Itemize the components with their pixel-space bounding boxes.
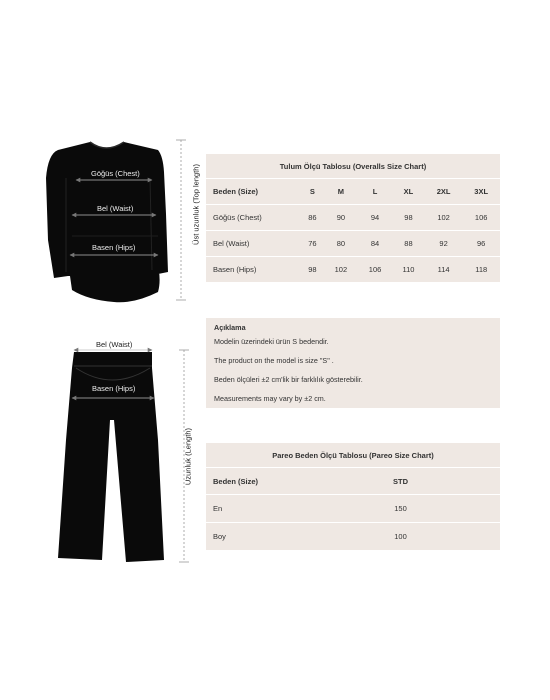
table-cell: 80 — [324, 231, 358, 257]
top-length-label: Üst uzunluk (Top length) — [191, 164, 201, 245]
table-cell: 96 — [462, 231, 500, 257]
header-cell: STD — [301, 468, 500, 495]
notes-line: The product on the model is size "S" . — [214, 356, 334, 365]
bottom-waist-label: Bel (Waist) — [96, 340, 133, 349]
table-cell: 102 — [324, 257, 358, 283]
header-cell: 3XL — [462, 179, 500, 205]
table-cell: 98 — [301, 257, 324, 283]
header-cell: S — [301, 179, 324, 205]
chest-label: Göğüs (Chest) — [91, 169, 140, 178]
header-cell: 2XL — [425, 179, 463, 205]
bottom-hips-label: Basen (Hips) — [92, 384, 136, 393]
table-cell: 76 — [301, 231, 324, 257]
hips-label: Basen (Hips) — [92, 243, 136, 252]
row-label: Basen (Hips) — [206, 257, 301, 283]
table-cell: 92 — [425, 231, 463, 257]
table-row — [206, 495, 500, 523]
notes-line: Beden ölçüleri ±2 cm'lik bir farklılık gösterebilir. — [214, 375, 363, 384]
table-cell: 150 — [301, 495, 500, 523]
row-label: Bel (Waist) — [206, 231, 301, 257]
table-header-row — [206, 468, 500, 495]
table-cell: 106 — [358, 257, 392, 283]
pareo-size-table — [206, 443, 500, 551]
header-cell: M — [324, 179, 358, 205]
table-cell: 88 — [392, 231, 425, 257]
pareo-table-title: Pareo Beden Ölçü Tablosu (Pareo Size Chart) — [206, 443, 500, 468]
row-label: Boy — [206, 523, 301, 551]
tunic-illustration — [46, 142, 168, 302]
table-cell: 100 — [301, 523, 500, 551]
header-cell: Beden (Size) — [206, 179, 301, 205]
table-header-row — [206, 179, 500, 205]
overalls-table-title: Tulum Ölçü Tablosu (Overalls Size Chart) — [206, 154, 500, 179]
table-cell: 118 — [462, 257, 500, 283]
notes-line: Modelin üzerindeki ürün S bedendir. — [214, 337, 329, 346]
table-cell: 84 — [358, 231, 392, 257]
table-cell: 98 — [392, 205, 425, 231]
table-row — [206, 523, 500, 551]
table-row — [206, 257, 500, 283]
row-label: En — [206, 495, 301, 523]
notes-box — [206, 318, 500, 408]
notes-line: Measurements may vary by ±2 cm. — [214, 394, 326, 403]
table-cell: 86 — [301, 205, 324, 231]
table-row — [206, 231, 500, 257]
table-cell: 114 — [425, 257, 463, 283]
table-cell: 94 — [358, 205, 392, 231]
overalls-size-table — [206, 154, 500, 283]
table-cell: 90 — [324, 205, 358, 231]
table-row — [206, 205, 500, 231]
notes-heading: Açıklama — [214, 323, 246, 332]
table-cell: 102 — [425, 205, 463, 231]
header-cell: L — [358, 179, 392, 205]
table-cell: 110 — [392, 257, 425, 283]
waist-label: Bel (Waist) — [97, 204, 134, 213]
header-cell: Beden (Size) — [206, 468, 301, 495]
table-cell: 106 — [462, 205, 500, 231]
length-label: Uzunluk (Length) — [183, 427, 193, 486]
row-label: Göğüs (Chest) — [206, 205, 301, 231]
header-cell: XL — [392, 179, 425, 205]
